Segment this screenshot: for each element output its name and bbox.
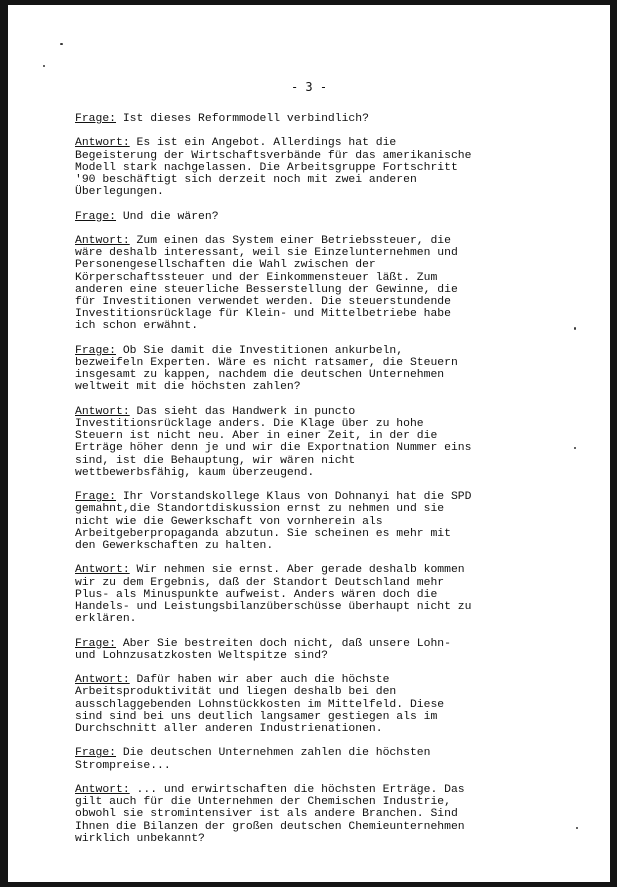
paragraph-text: Ob Sie damit die Investitionen ankurbeln, bezweifeln Experten. Wäre es nicht ratsamer, die Steuern insgesamt zu kappen, nachdem die deutschen Unternehmen weltweit mit die höchsten zahlen? [75,344,458,394]
interview-paragraph [75,491,505,552]
interview-paragraph [75,113,505,125]
document-page [8,5,610,882]
interview-paragraph [75,747,505,771]
interview-paragraph [75,784,505,845]
paragraph-text: Wir nehmen sie ernst. Aber gerade deshalb kommen wir zu dem Ergebnis, daß der Standort Deutschland mehr Plus- als Minuspunkte aufweist. Anders wären doch die Handels- und Leistungsbilanzüberschüsse überhaupt nicht zu erklären. [75,564,472,626]
paragraph-text: Zum einen das System einer Betriebssteuer, die wäre deshalb interessant, weil sie Einzelunternehmen und Personengesellschaften die Wahl zwischen der Körperschaftssteuer und der Einkommensteuer läßt. Zum anderen eine steuerliche Besserstellung der Gewinne, die für Investitionen verwendet werden. Die steuerstundende Investitionsrücklage für Klein- und Mittelbetriebe habe ich schon erwähnt. [75,234,458,333]
paragraph-text: ... und erwirtschaften die höchsten Erträge. Das gilt auch für die Unternehmen der Chemischen Industrie, obwohl sie stromintensiver ist als andere Branchen. Sind Ihnen die Bilanzen der großen deutschen Chemieunternehmen wirklich unbekannt? [75,784,465,845]
interview-paragraph [75,235,505,333]
speaker-label: Frage: [75,113,117,125]
paragraph-text: Und die wären? [116,210,219,223]
interview-paragraph [75,638,505,662]
paragraph-text: Die deutschen Unternehmen zahlen die höchsten Strompreise... [75,747,431,772]
speaker-label: Frage: [75,747,117,760]
page-number: - 3 - [290,80,328,94]
speaker-label: Frage: [75,344,117,357]
paragraph-text: Das sieht das Handwerk in puncto Investitionsrücklage anders. Die Klage über zu hohe Steuern ist nicht neu. Aber in einer Zeit, in der die Erträge höher denn je und wir die Exportnation Nummer eins sind, ist die Behauptung, wir wären nicht wettbewerbsfähig, kaum überzeugend. [75,405,472,479]
scan-speck [43,65,45,67]
interview-paragraph [75,345,505,394]
interview-paragraph [75,211,505,223]
speaker-label: Antwort: [75,234,130,247]
scan-speck [576,827,578,829]
scan-speck [574,447,576,449]
speaker-label: Antwort: [75,674,130,687]
paragraph-text: Aber Sie bestreiten doch nicht, daß unsere Lohn- und Lohnzusatzkosten Weltspitze sind? [75,637,451,662]
scan-speck [60,43,63,45]
interview-paragraph [75,674,505,735]
interview-paragraph [75,564,505,625]
speaker-label: Antwort: [75,784,130,796]
speaker-label: Frage: [75,210,117,223]
speaker-label: Frage: [75,637,117,650]
speaker-label: Antwort: [75,405,130,418]
speaker-label: Antwort: [75,137,130,150]
speaker-label: Frage: [75,491,117,504]
paragraph-text: Ist dieses Reformmodell verbindlich? [116,113,369,125]
paragraph-text: Ihr Vorstandskollege Klaus von Dohnanyi hat die SPD gemahnt,die Standortdiskussion ernst zu nehmen und sie nicht wie die Gewerkschaft von vornherein als Arbeitgeberpropaganda abzutun. Sie scheinen es mehr mit den Gewerkschaften zu halten. [75,491,472,553]
interview-paragraph [75,406,505,479]
scan-speck [574,327,576,330]
paragraph-text: Es ist ein Angebot. Allerdings hat die Begeisterung der Wirtschaftsverbände für das amerikanische Modell stark nachgelassen. Die Arbeitsgruppe Fortschritt '90 beschäftigt sich derzeit noch mit zwei anderen Überlegungen. [75,137,472,199]
interview-text [75,113,505,857]
paragraph-text: Dafür haben wir aber auch die höchste Arbeitsproduktivität und liegen deshalb bei den ausschlaggebenden Lohnstückkosten im Mittelfeld. Diese sind sind bei uns deutlich langsamer gestiegen als im Durchschnitt aller anderen Industrienationen. [75,674,445,736]
interview-paragraph [75,137,505,198]
speaker-label: Antwort: [75,564,130,577]
